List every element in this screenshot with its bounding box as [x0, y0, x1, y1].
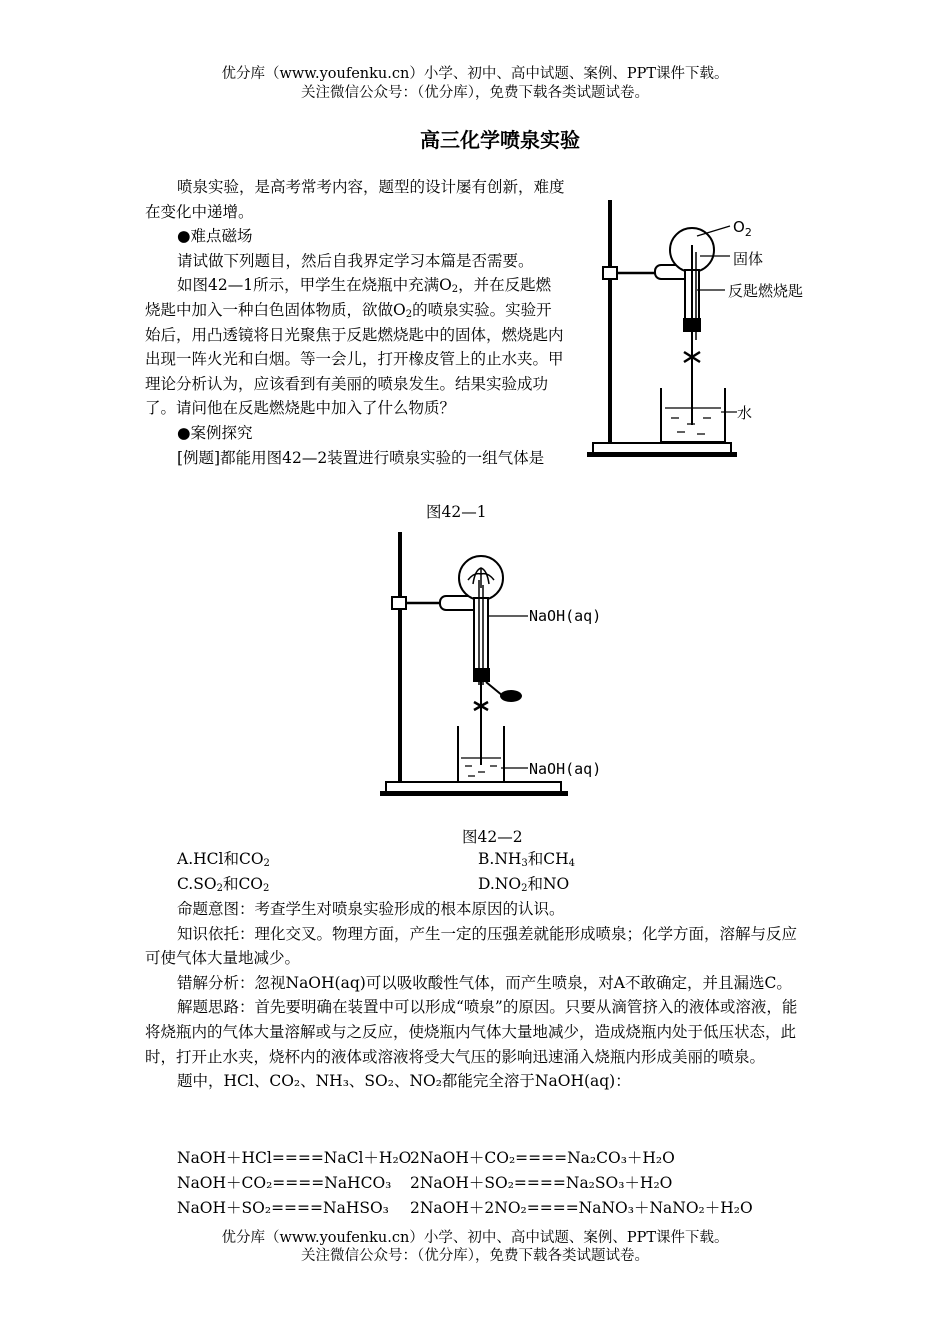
page-header-line1: 优分库（www.youfenku.cn）小学、初中、高中试题、案例、PPT课件下载。	[221, 66, 729, 82]
analysis-gases: 题中，HCl、CO₂、NH₃、SO₂、NO₂都能完全溶于NaOH(aq)：	[177, 1072, 631, 1091]
option-d: $D.NO_2$和NO	[478, 875, 570, 894]
intro-paragraph: 喷泉实验，是高考常考内容，题型的设计屡有创新，难度在变化中递增。	[145, 178, 565, 221]
stand-base-foot	[587, 452, 737, 457]
section-difficulty-text: 请试做下列题目，然后自我界定学习本篇是否需要。	[177, 251, 534, 270]
figure-42-1-caption: 图42—1	[426, 503, 487, 521]
dropper-tube	[486, 682, 503, 696]
analysis-intent: 命题意图：考查学生对喷泉实验形成的根本原因的认识。	[177, 900, 565, 918]
analysis-error: 错解分析：忽视NaOH(aq)可以吸收酸性气体，而产生喷泉，对A不敢确定，并且漏选C。	[177, 973, 792, 992]
label-naoh-top: NaOH(aq)	[529, 607, 602, 625]
analysis-basis: 知识依托：理化交叉。物理方面，产生一定的压强差就能形成喷泉；化学方面，溶解与反应可使气体大量地减少。	[145, 924, 798, 968]
label-naoh-bottom: NaOH(aq)	[529, 760, 602, 778]
flask-neck	[474, 598, 488, 678]
section-heading-difficulty: ●难点磁场	[177, 227, 253, 246]
stand-base-foot	[380, 791, 568, 796]
page-footer-line1: 优分库（www.youfenku.cn）小学、初中、高中试题、案例、PPT课件下载。	[221, 1230, 729, 1246]
label-water: 水	[737, 404, 753, 422]
stand-rod	[398, 532, 402, 782]
stand-base	[593, 443, 731, 453]
stand-base	[386, 782, 561, 792]
option-b: $B.NH_3$和$CH_4$	[478, 850, 576, 869]
intro-block	[145, 175, 565, 470]
equation-3-right: 2NaOH＋2NO₂====NaNO₃＋NaNO₂＋H₂O	[410, 1199, 753, 1217]
figure-42-1	[585, 190, 835, 465]
option-c: $C.SO_2$和$CO_2$	[177, 875, 270, 894]
dropper-bulb	[500, 690, 522, 702]
label-o2: $O_2$	[733, 218, 752, 239]
clamp-boss	[392, 597, 406, 609]
analysis-block	[145, 897, 810, 1094]
clamp-boss	[603, 267, 617, 279]
section-heading-case: ●案例探究	[177, 423, 253, 442]
equation-1-right: 2NaOH＋CO₂====Na₂CO₃＋H₂O	[410, 1149, 675, 1167]
analysis-thinking: 解题思路：首先要明确在装置中可以形成“喷泉”的原因。只要从滴管挤入的液体或溶液，能将烧瓶内的气体大量溶解或与之反应，使烧瓶内气体大量地减少，造成烧瓶内处于低压状态，此时，打开止水夹，烧杯内的液体或溶液将受大气压的影响迅速涌入烧瓶内形成美丽的喷泉。	[145, 998, 798, 1066]
page-title: 高三化学喷泉实验	[420, 128, 580, 152]
option-a: A.HCl和$CO_2$	[177, 850, 270, 869]
page-header-line2: 关注微信公众号：（优分库），免费下载各类试题试卷。	[301, 85, 649, 101]
page-footer-line2: 关注微信公众号：（优分库），免费下载各类试题试卷。	[301, 1248, 649, 1264]
stopper	[683, 318, 701, 332]
problem-text-2: ，并在反匙燃烧匙中加入一种白色固体物质，欲做O	[145, 276, 552, 319]
equation-3-left: NaOH＋SO₂====NaHSO₃	[177, 1199, 389, 1217]
figure-42-2-caption: 图42—2	[462, 828, 523, 846]
problem-sub-2: 2	[405, 308, 413, 320]
equation-2-left: NaOH＋CO₂====NaHCO₃	[177, 1174, 392, 1192]
problem-paragraph	[145, 273, 565, 421]
figure-42-2	[378, 530, 618, 805]
example-question: [例题]都能用图42—2装置进行喷泉实验的一组气体是	[177, 448, 545, 467]
problem-text-1: 如图42—1所示，甲学生在烧瓶中充满O	[177, 276, 452, 295]
stopper	[473, 668, 490, 682]
equation-1-left: NaOH＋HCl====NaCl＋H₂O	[177, 1149, 412, 1167]
problem-sub-1: 2	[451, 284, 459, 296]
equation-2-right: 2NaOH＋SO₂====Na₂SO₃＋H₂O	[410, 1174, 673, 1192]
liquid-marks	[465, 766, 497, 776]
label-spoon: 反匙燃烧匙	[728, 282, 804, 300]
label-solid: 固体	[733, 250, 764, 268]
problem-text-3: 的喷泉实验。实验开始后，用凸透镜将日光聚焦于反匙燃烧匙中的固体，燃烧匙内出现一阵火光和白烟。等一会儿，打开橡皮管上的止水夹。甲理论分析认为，应该看到有美丽的喷泉发生。结果实验成功了。请问他在反匙燃烧匙中加入了什么物质？	[145, 300, 564, 418]
stand-rod	[608, 200, 612, 443]
